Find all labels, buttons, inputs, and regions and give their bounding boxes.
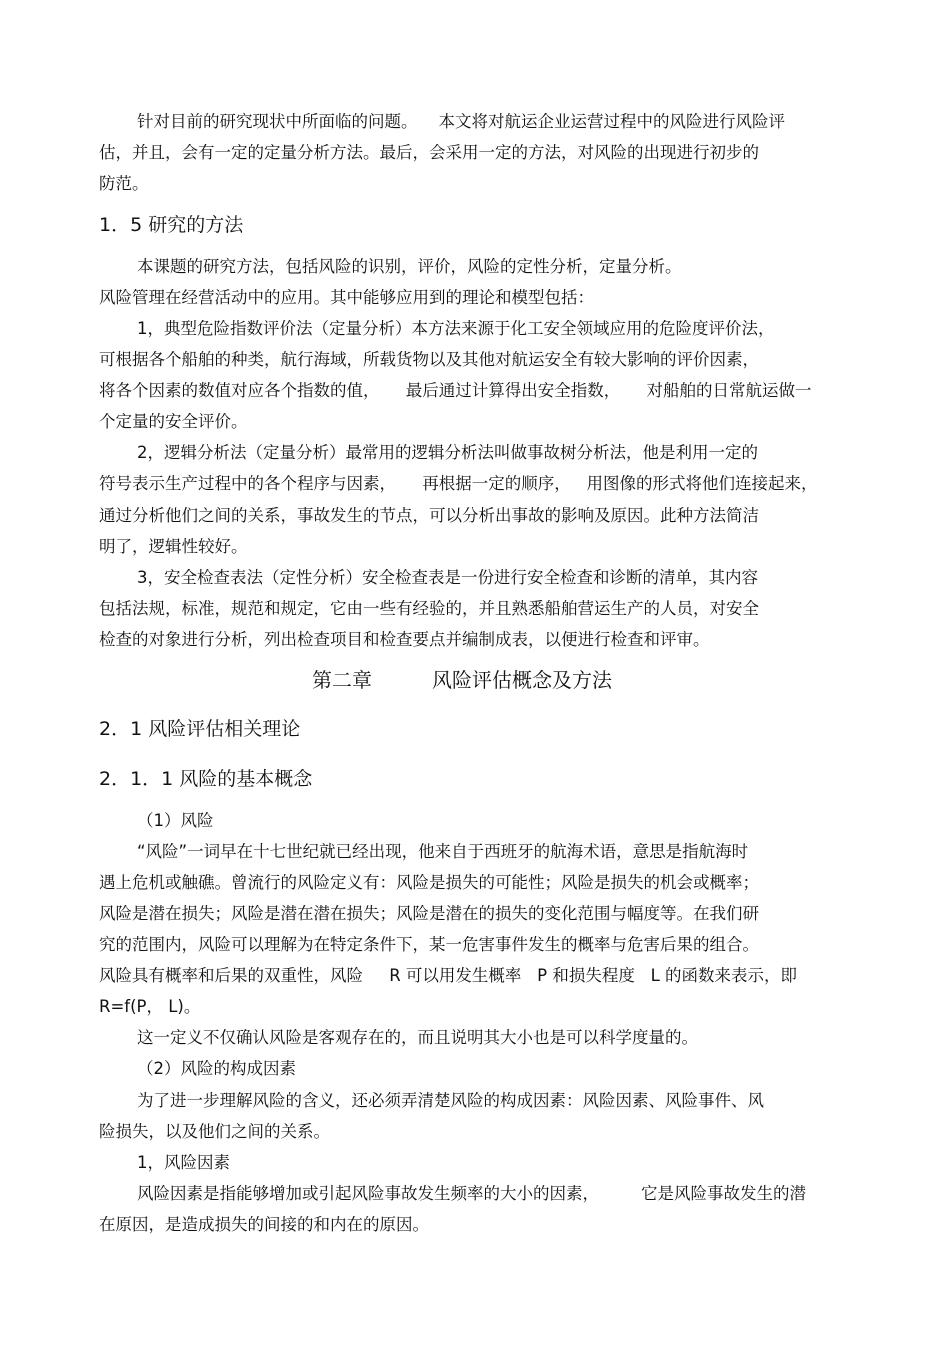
method1-line-4: 个定量的安全评价。 <box>99 412 248 431</box>
method2-line-4: 明了，逻辑性较好。 <box>99 537 248 556</box>
factor-def-line-2: 在原因，是造成损失的间接的和内在的原因。 <box>99 1215 429 1234</box>
method2-line-3: 通过分析他们之间的关系，事故发生的节点，可以分析出事故的影响及原因。此种方法简洁 <box>99 506 759 525</box>
intro-line-2: 估，并且，会有一定的定量分析方法。最后，会采用一定的方法，对风险的出现进行初步的 <box>99 143 759 162</box>
intro-line-1: 针对目前的研究现状中所面临的问题。 本文将对航运企业运营过程中的风险进行风险评 <box>137 112 785 131</box>
section-heading-1-5: 1．5 研究的方法 <box>99 214 244 236</box>
subheading-risk-factor: 1，风险因素 <box>137 1153 230 1172</box>
factor-def-line-1: 风险因素是指能够增加或引起风险事故发生频率的大小的因素， 它是风险事故发生的潜 <box>137 1184 806 1203</box>
risk-def-line-3: 风险是潜在损失；风险是潜在潜在损失；风险是潜在的损失的变化范围与幅度等。在我们研 <box>99 904 759 923</box>
method2-line-2: 符号表示生产过程中的各个程序与因素， 再根据一定的顺序， 用图像的形式将他们连接起来， <box>99 474 818 493</box>
risk-def-line-1: “风险”一词早在十七世纪就已经出现，他来自于西班牙的航海术语，意思是指航海时 <box>137 842 749 861</box>
method1-line-1: 1，典型危险指数评价法（定量分析）本方法来源于化工安全领域应用的危险度评价法， <box>137 319 775 338</box>
subheading-risk: （1）风险 <box>137 811 214 830</box>
intro-line-3: 防范。 <box>99 174 149 193</box>
section-heading-2-1: 2．1 风险评估相关理论 <box>99 718 301 740</box>
section-heading-2-1-1: 2．1．1 风险的基本概念 <box>99 768 313 790</box>
method1-line-2: 可根据各个船舶的种类，航行海域，所载货物以及其他对航运安全有较大影响的评价因素， <box>99 350 759 369</box>
chapter-number: 第二章 <box>312 668 372 692</box>
method1-line-3: 将各个因素的数值对应各个指数的值， 最后通过计算得出安全指数， 对船舶的日常航运做一 <box>99 381 812 400</box>
method2-line-1: 2，逻辑分析法（定量分析）最常用的逻辑分析法叫做事故树分析法，他是利用一定的 <box>137 443 758 462</box>
components-line-2: 险损失，以及他们之间的关系。 <box>99 1122 330 1141</box>
risk-note-line: 这一定义不仅确认风险是客观存在的，而且说明其大小也是可以科学度量的。 <box>137 1028 698 1047</box>
method3-line-2: 包括法规，标准，规范和规定，它由一些有经验的，并且熟悉船舶营运生产的人员，对安全 <box>99 599 759 618</box>
risk-def-line-4: 究的范围内，风险可以理解为在特定条件下，某一危害事件发生的概率与危害后果的组合。 <box>99 935 759 954</box>
chapter-title: 风险评估概念及方法 <box>432 668 612 692</box>
subheading-risk-components: （2）风险的构成因素 <box>137 1059 296 1078</box>
method3-line-1: 3，安全检查表法（定性分析）安全检查表是一份进行安全检查和诊断的清单，其内容 <box>137 568 758 587</box>
risk-def-line-2: 遇上危机或触礁。曾流行的风险定义有：风险是损失的可能性；风险是损失的机会或概率； <box>99 873 759 892</box>
methods-line-1: 本课题的研究方法，包括风险的识别，评价，风险的定性分析，定量分析。 <box>137 257 682 276</box>
methods-line-2: 风险管理在经营活动中的应用。其中能够应用到的理论和模型包括： <box>99 288 594 307</box>
components-line-1: 为了进一步理解风险的含义，还必须弄清楚风险的构成因素：风险因素、风险事件、风 <box>137 1091 764 1110</box>
risk-def-line-5: 风险具有概率和后果的双重性，风险 R 可以用发生概率 P 和损失程度 L 的函数来表示，即 <box>99 966 798 985</box>
risk-def-line-6: R=f(P， L)。 <box>99 997 201 1016</box>
method3-line-3: 检查的对象进行分析，列出检查项目和检查要点并编制成表，以便进行检查和评审。 <box>99 630 710 649</box>
